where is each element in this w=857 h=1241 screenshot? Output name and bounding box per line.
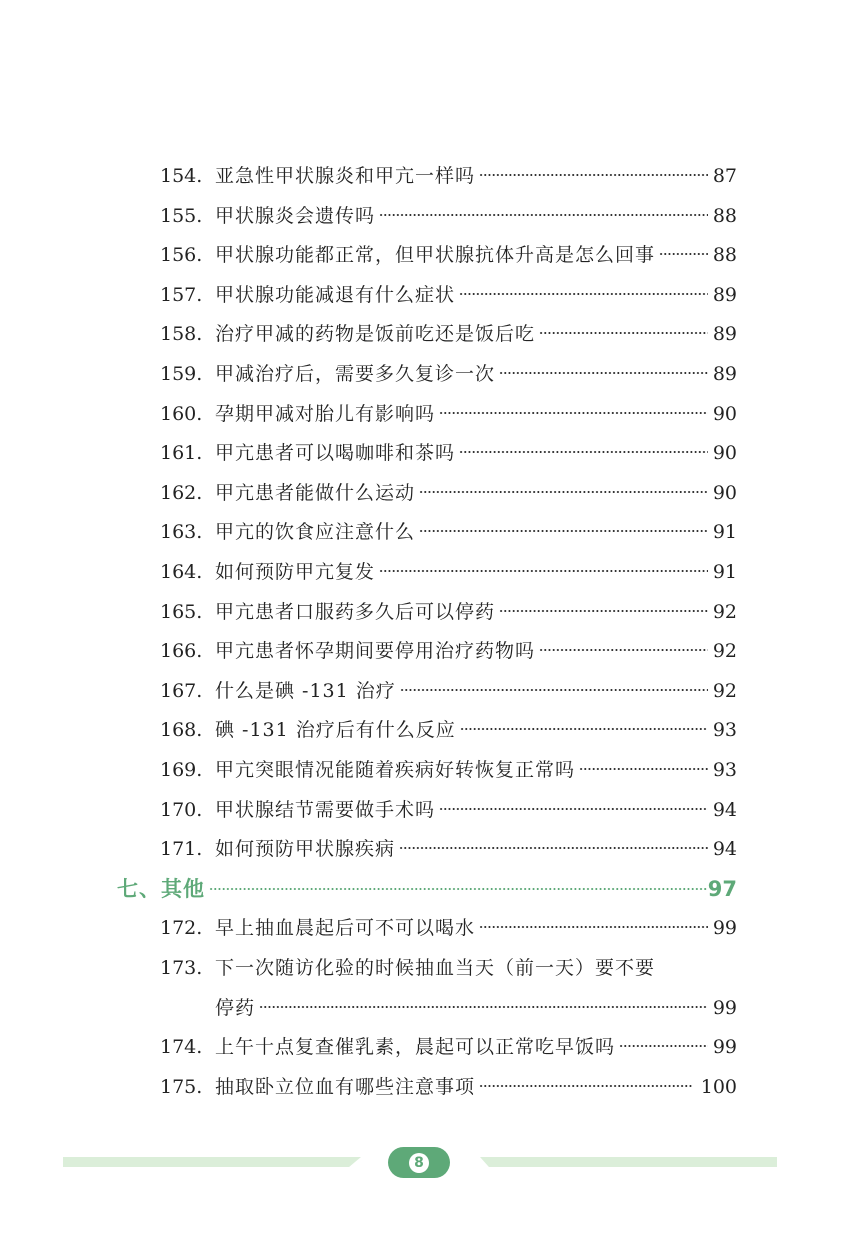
entry-number: 162.: [160, 482, 203, 504]
toc-entry[interactable]: [0, 394, 857, 434]
entry-number: 172.: [160, 917, 203, 939]
entry-page: 94: [712, 799, 737, 821]
entry-page: 94: [712, 838, 737, 860]
toc-entry[interactable]: [0, 790, 857, 830]
entry-page: 99: [712, 997, 737, 1019]
leader-dots: [479, 1085, 693, 1087]
entry-title: 甲亢患者能做什么运动: [215, 482, 416, 504]
leader-dots: [459, 451, 708, 453]
entry-page: 89: [712, 363, 737, 385]
leader-dots: [539, 332, 708, 334]
leader-dots: [479, 926, 708, 928]
entry-title: 亚急性甲状腺炎和甲亢一样吗: [215, 165, 476, 187]
entry-page: 91: [712, 521, 737, 543]
footer-bar-right: [480, 1157, 777, 1167]
toc-entry[interactable]: [0, 473, 857, 513]
entry-number: 154.: [160, 165, 203, 187]
entry-title: 甲状腺炎会遗传吗: [215, 205, 376, 227]
entry-title: 早上抽血晨起后可不可以喝水: [215, 917, 476, 939]
toc-entry[interactable]: [0, 1067, 857, 1107]
toc-entry-line1[interactable]: [0, 948, 857, 988]
entry-title: 碘 -131 治疗后有什么反应: [215, 719, 456, 741]
toc-entry[interactable]: [0, 631, 857, 671]
toc-entry[interactable]: [0, 196, 857, 236]
entry-page: 90: [712, 482, 737, 504]
entry-title: 甲亢的饮食应注意什么: [215, 521, 416, 543]
toc-entry[interactable]: [0, 671, 857, 711]
entry-page: 93: [712, 719, 737, 741]
leader-dots: [379, 214, 708, 216]
entry-title: 甲亢突眼情况能随着疾病好转恢复正常吗: [215, 759, 576, 781]
toc-entry[interactable]: [0, 512, 857, 552]
entry-page: 89: [712, 323, 737, 345]
entry-title: 甲状腺功能都正常，但甲状腺抗体升高是怎么回事: [215, 244, 656, 266]
entry-number: 169.: [160, 759, 203, 781]
page-number-badge: [388, 1147, 450, 1178]
section-title: 七、其他: [117, 877, 205, 901]
leader-dots: [399, 847, 708, 849]
entry-number: 156.: [160, 244, 203, 266]
entry-page: 88: [712, 205, 737, 227]
entry-title: 抽取卧立位血有哪些注意事项: [215, 1076, 476, 1098]
toc-entry-line2[interactable]: [0, 988, 857, 1028]
leader-dots: [539, 649, 708, 651]
entry-title: 上午十点复查催乳素，晨起可以正常吃早饭吗: [215, 1036, 616, 1058]
entry-number: 155.: [160, 205, 203, 227]
entry-number: 166.: [160, 640, 203, 662]
entry-page: 92: [712, 640, 737, 662]
leader-dots: [419, 491, 708, 493]
entry-page: 99: [712, 917, 737, 939]
section-page: 97: [707, 877, 737, 901]
entry-page: 87: [712, 165, 737, 187]
leader-dots: [379, 570, 708, 572]
toc-entry[interactable]: [0, 750, 857, 790]
entry-page: 99: [712, 1036, 737, 1058]
toc-entry[interactable]: [0, 829, 857, 869]
leader-dots: [579, 768, 708, 770]
page-number: 8: [409, 1153, 429, 1173]
entry-page: 100: [700, 1076, 737, 1098]
entry-number: 165.: [160, 601, 203, 623]
entry-page: 93: [712, 759, 737, 781]
entry-number: 163.: [160, 521, 203, 543]
footer-bar-left: [63, 1157, 361, 1167]
leader-dots: [479, 174, 708, 176]
toc-entry[interactable]: [0, 908, 857, 948]
entry-title: 甲亢患者可以喝咖啡和茶吗: [215, 442, 456, 464]
toc-entry[interactable]: [0, 1027, 857, 1067]
entry-number: 160.: [160, 403, 203, 425]
entry-title: 如何预防甲状腺疾病: [215, 838, 396, 860]
entry-page: 92: [712, 601, 737, 623]
entry-number: 171.: [160, 838, 203, 860]
entry-page: 91: [712, 561, 737, 583]
leader-dots: [499, 372, 708, 374]
entry-title: 如何预防甲亢复发: [215, 561, 376, 583]
entry-title: 什么是碘 -131 治疗: [215, 680, 396, 702]
toc-entry[interactable]: [0, 275, 857, 315]
toc-entry[interactable]: [0, 433, 857, 473]
entry-title: 甲亢患者怀孕期间要停用治疗药物吗: [215, 640, 536, 662]
leader-dots: [400, 689, 708, 691]
entry-title: 孕期甲减对胎儿有影响吗: [215, 403, 436, 425]
entry-number: 161.: [160, 442, 203, 464]
entry-number: 168.: [160, 719, 203, 741]
toc-entry[interactable]: [0, 592, 857, 632]
toc-entry[interactable]: [0, 710, 857, 750]
leader-dots: [209, 888, 708, 890]
leader-dots: [459, 293, 708, 295]
entry-number: 175.: [160, 1076, 203, 1098]
entry-page: 92: [712, 680, 737, 702]
entry-page: 89: [712, 284, 737, 306]
leader-dots: [259, 1006, 708, 1008]
entry-number: 173.: [160, 957, 203, 979]
entry-page: 90: [712, 403, 737, 425]
leader-dots: [439, 412, 708, 414]
entry-number: 167.: [160, 680, 203, 702]
leader-dots: [659, 253, 708, 255]
leader-dots: [619, 1045, 708, 1047]
entry-number: 170.: [160, 799, 203, 821]
toc-entry[interactable]: [0, 552, 857, 592]
entry-number: 159.: [160, 363, 203, 385]
toc-entry[interactable]: [0, 235, 857, 275]
entry-title: 治疗甲减的药物是饭前吃还是饭后吃: [215, 323, 536, 345]
toc-entry[interactable]: [0, 314, 857, 354]
entry-number: 164.: [160, 561, 203, 583]
entry-title: 甲亢患者口服药多久后可以停药: [215, 601, 496, 623]
entry-title: 甲状腺功能减退有什么症状: [215, 284, 456, 306]
entry-number: 158.: [160, 323, 203, 345]
entry-number: 174.: [160, 1036, 203, 1058]
toc-section-heading[interactable]: [0, 869, 857, 909]
leader-dots: [439, 808, 708, 810]
entry-title: 甲状腺结节需要做手术吗: [215, 799, 436, 821]
entry-title: 下一次随访化验的时候抽血当天（前一天）要不要: [215, 957, 656, 979]
leader-dots: [460, 728, 708, 730]
entry-page: 90: [712, 442, 737, 464]
entry-page: 88: [712, 244, 737, 266]
toc-entry[interactable]: [0, 354, 857, 394]
toc-entry[interactable]: [0, 156, 857, 196]
entry-title: 甲减治疗后，需要多久复诊一次: [215, 363, 496, 385]
entry-title-continued: 停药: [215, 997, 256, 1019]
leader-dots: [499, 610, 708, 612]
leader-dots: [419, 530, 708, 532]
entry-number: 157.: [160, 284, 203, 306]
